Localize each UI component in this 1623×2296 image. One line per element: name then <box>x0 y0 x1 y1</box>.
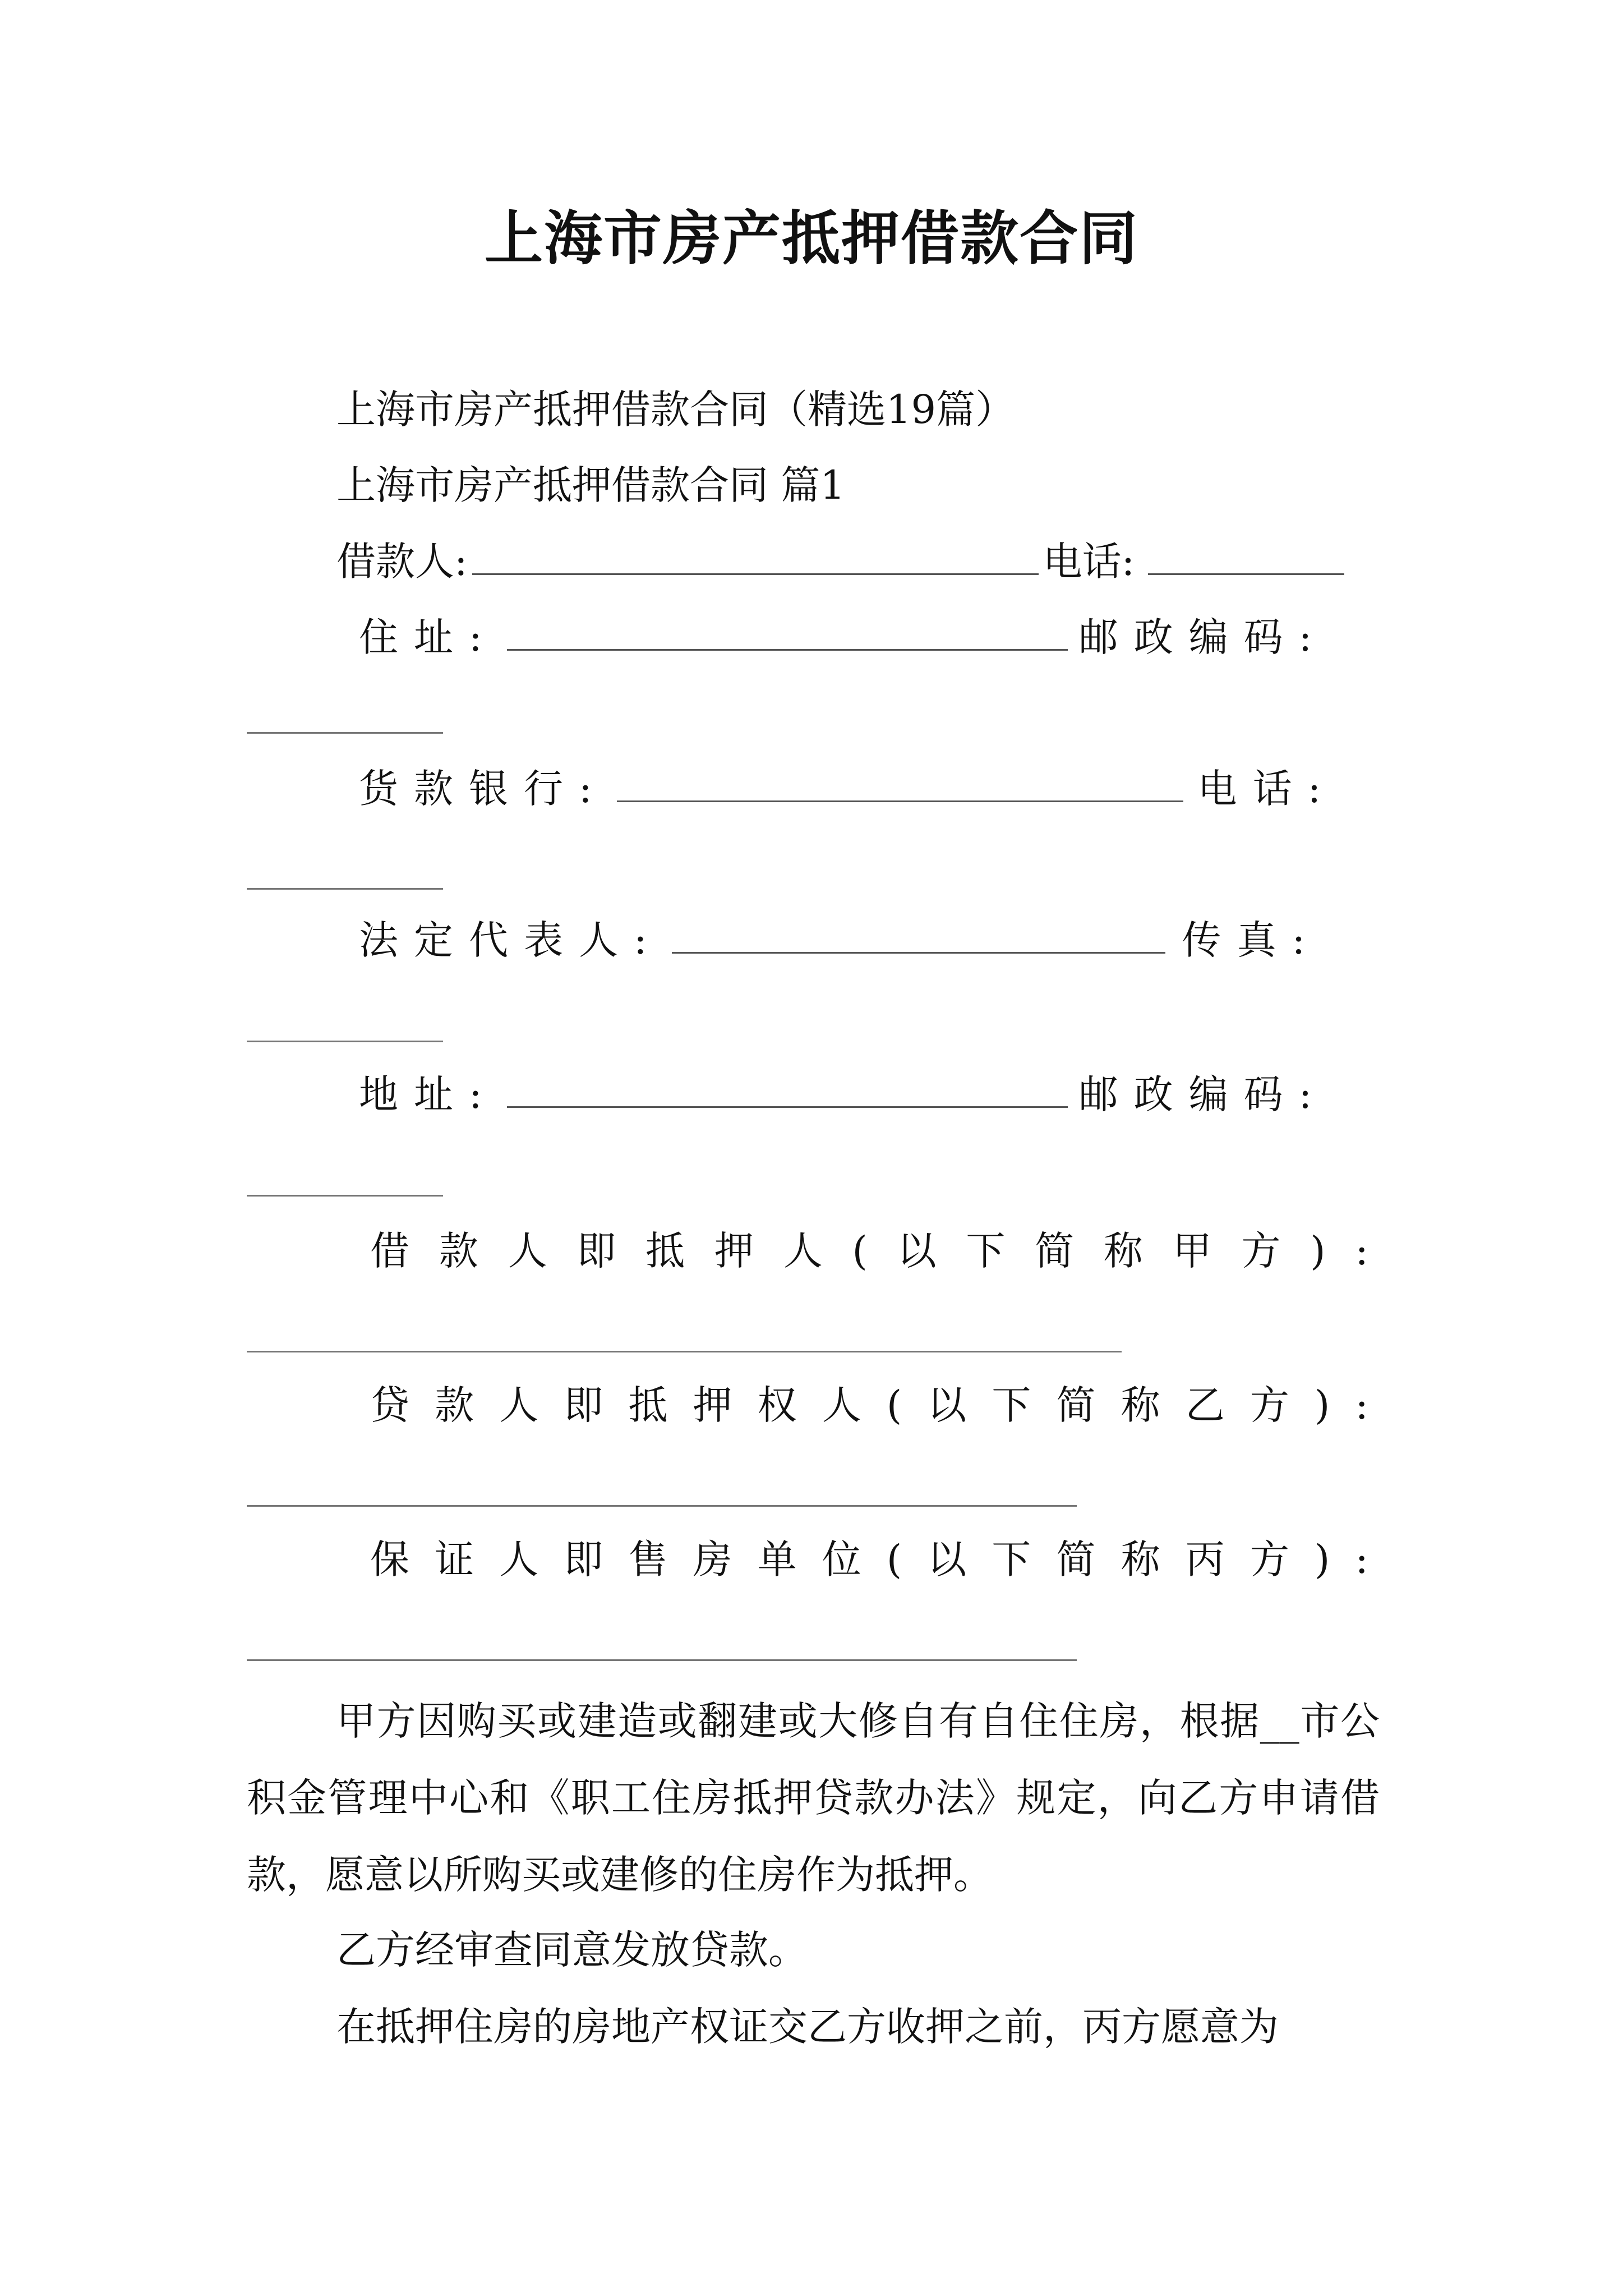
address2-label: 地址: <box>359 1071 498 1117</box>
label-char: ) <box>1314 1382 1330 1428</box>
label-char: 抵 <box>628 1382 668 1428</box>
label-char: ( <box>886 1382 902 1428</box>
label-char: 简 <box>1056 1536 1096 1582</box>
label-char: 押 <box>693 1382 732 1428</box>
label-char: : <box>1355 1536 1368 1582</box>
label-char: 单 <box>757 1536 797 1582</box>
label-char: 即 <box>564 1382 603 1428</box>
label-char: 借 <box>370 1228 409 1274</box>
label-char: 位 <box>822 1536 861 1582</box>
label-char: 方 <box>1249 1536 1289 1582</box>
paragraph-guarantee: 在抵押住房的房地产权证交乙方收押之前，丙方愿意为 <box>336 2004 1279 2050</box>
label-char: ( <box>852 1228 868 1274</box>
bank-label: 货款银行: <box>359 766 608 812</box>
borrower-phone-label: 电话: <box>1043 539 1135 585</box>
chapter-heading: 上海市房产抵押借款合同 篇1 <box>336 462 845 508</box>
label-char: 人 <box>783 1228 823 1274</box>
label-char: 人 <box>822 1382 861 1428</box>
party-c-blank[interactable] <box>247 1659 1077 1661</box>
bank-phone-blank[interactable] <box>247 888 443 890</box>
label-char: 下 <box>992 1382 1031 1428</box>
fax-blank[interactable] <box>247 1041 443 1042</box>
party-c-label <box>370 1531 1368 1588</box>
label-char: 款 <box>439 1228 478 1274</box>
label-char: ( <box>886 1536 902 1582</box>
party-b-label <box>370 1377 1368 1433</box>
label-char: 人 <box>499 1382 539 1428</box>
label-char: 人 <box>508 1228 547 1274</box>
address2-blank[interactable] <box>507 1066 1068 1108</box>
label-char: 称 <box>1103 1228 1143 1274</box>
label-char: ) <box>1310 1228 1326 1274</box>
party-c-line <box>370 1531 1368 1588</box>
label-char: 方 <box>1241 1228 1281 1274</box>
label-char: 乙 <box>1185 1382 1225 1428</box>
document-subtitle: 上海市房产抵押借款合同（精选19篇） <box>336 386 1015 432</box>
postcode-blank[interactable] <box>247 732 443 734</box>
postcode2-blank[interactable] <box>247 1195 443 1197</box>
label-char: 下 <box>992 1536 1031 1582</box>
label-char: 简 <box>1056 1382 1096 1428</box>
postcode2-label: 邮政编码: <box>1078 1071 1328 1117</box>
label-char: 称 <box>1121 1536 1160 1582</box>
borrower-blank[interactable] <box>472 533 1039 575</box>
bank-blank[interactable] <box>617 760 1183 802</box>
party-a-line <box>370 1223 1368 1279</box>
label-char: 下 <box>966 1228 1006 1274</box>
label-char: 押 <box>714 1228 754 1274</box>
fax-label: 传真: <box>1182 917 1321 963</box>
bank-line <box>359 760 1368 816</box>
label-char: : <box>1355 1382 1368 1428</box>
label-char: 房 <box>693 1536 732 1582</box>
address-line <box>359 609 1368 665</box>
label-char: 简 <box>1035 1228 1075 1274</box>
borrower-label: 借款人: <box>336 539 468 585</box>
label-char: 保 <box>370 1536 409 1582</box>
paragraph-approval: 乙方经审查同意发放贷款。 <box>336 1927 808 1973</box>
legal-rep-blank[interactable] <box>672 912 1165 954</box>
label-char: 即 <box>577 1228 616 1274</box>
label-char: 证 <box>435 1536 474 1582</box>
label-char: 丙 <box>1185 1536 1225 1582</box>
address-label: 住址: <box>359 614 498 660</box>
label-char: 方 <box>1249 1382 1289 1428</box>
paragraph-purpose: 甲方因购买或建造或翻建或大修自有自住住房，根据__市公积金管理中心和《职工住房抵押贷款办法》规定，向乙方申请借款，愿意以所购买或建修的住房作为抵押。 <box>247 1698 1380 1898</box>
label-char: 款 <box>435 1382 474 1428</box>
bank-phone-label: 电话: <box>1197 766 1337 812</box>
label-char: 以 <box>927 1382 967 1428</box>
label-char: 称 <box>1121 1382 1160 1428</box>
address-blank[interactable] <box>507 609 1068 651</box>
party-a-blank[interactable] <box>247 1351 1122 1352</box>
label-char: 抵 <box>645 1228 685 1274</box>
party-b-blank[interactable] <box>247 1505 1077 1507</box>
label-char: 贷 <box>370 1382 409 1428</box>
label-char: 甲 <box>1172 1228 1212 1274</box>
address2-line <box>359 1066 1368 1122</box>
borrower-phone-blank[interactable] <box>1148 533 1344 575</box>
label-char: 以 <box>897 1228 937 1274</box>
document-title: 上海市房产抵押借款合同 <box>484 204 1138 273</box>
label-char: 售 <box>628 1536 668 1582</box>
postcode-label: 邮政编码: <box>1078 614 1328 660</box>
label-char: : <box>1355 1228 1368 1274</box>
borrower-line <box>336 533 1380 589</box>
label-char: 即 <box>564 1536 603 1582</box>
legal-rep-label: 法定代表人: <box>359 917 663 963</box>
label-char: ) <box>1314 1536 1330 1582</box>
label-char: 以 <box>927 1536 967 1582</box>
party-b-line <box>370 1377 1368 1433</box>
party-a-label <box>370 1223 1368 1279</box>
legal-rep-line <box>359 912 1368 968</box>
label-char: 权 <box>757 1382 797 1428</box>
label-char: 人 <box>499 1536 539 1582</box>
